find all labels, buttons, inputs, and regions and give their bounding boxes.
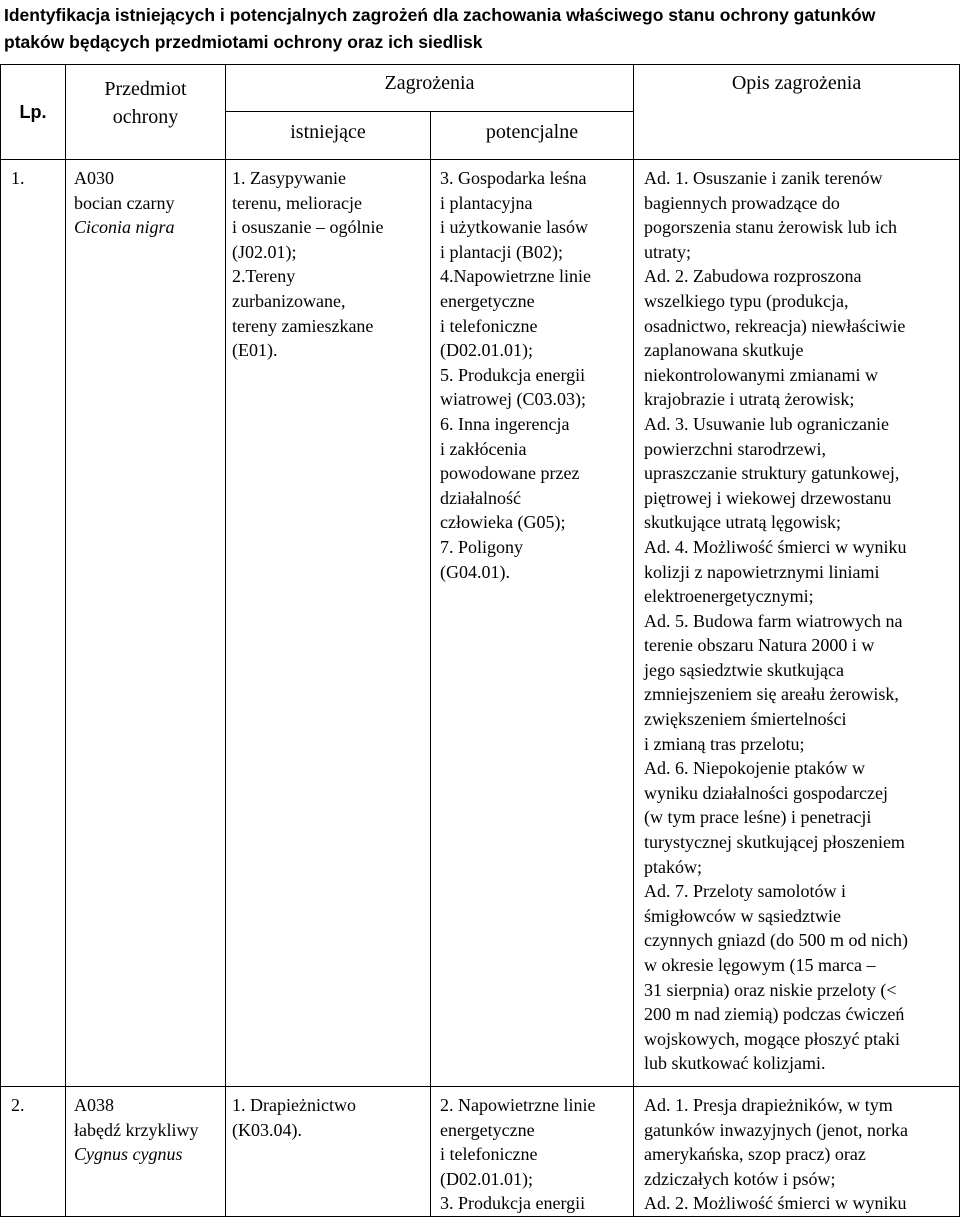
document-title-line-2: ptaków będących przedmiotami ochrony oraz ich siedlisk <box>4 32 483 52</box>
row-threat-description: Ad. 1. Presja drapieżników, w tym gatunków inwazyjnych (jenot, norka amerykańska, szop pracz) oraz zdziczałych kotów i psów; Ad. 2. Możliwość śmierci w wyniku <box>634 1087 960 1217</box>
document-title-line-1: Identyfikacja istniejących i potencjalnych zagrożeń dla zachowania właściwego stanu ochrony gatunków <box>4 5 876 25</box>
header-lp: Lp. <box>1 65 66 160</box>
row-potential-threats: 3. Gospodarka leśna i plantacyjna i użytkowanie lasów i plantacji (B02); 4.Napowietrzne linie energetyczne i telefoniczne (D02.01.01); 5. Produkcja energii wiatrowej (C03.03); 6. Inna ingerencja i zakłócenia powodowane przez działalność człowieka (G05); 7. Poligony (G04.01). <box>431 160 634 1087</box>
table-row <box>1 1087 960 1217</box>
row-existing-threats: 1. Drapieżnictwo (K03.04). <box>226 1087 431 1217</box>
header-existing: istniejące <box>226 112 431 160</box>
header-subject: Przedmiot ochrony <box>66 65 226 160</box>
species-code: A030 <box>74 168 114 188</box>
header-description: Opis zagrożenia <box>634 65 960 160</box>
header-threats: Zagrożenia <box>226 65 634 112</box>
species-common-name: łabędź krzykliwy <box>74 1119 199 1140</box>
species-common-name: bocian czarny <box>74 192 175 213</box>
row-subject <box>66 160 226 1087</box>
header-potential: potencjalne <box>431 112 634 160</box>
document-title <box>4 2 956 56</box>
row-threat-description: Ad. 1. Osuszanie i zanik terenów bagiennych prowadzące do pogorszenia stanu żerowisk lub ich utraty; Ad. 2. Zabudowa rozproszona wszelkiego typu (produkcja, osadnictwo, rekreacja) niewłaściwie zaplanowana skutkuje niekontrolowanymi zmianami w krajobrazie i utratą żerowisk; Ad. 3. Usuwanie lub ograniczanie powierzchni starodrzewi, upraszczanie struktury gatunkowej, piętrowej i wiekowej drzewostanu skutkujące utratą lęgowisk; Ad. 4. Możliwość śmierci w wyniku kolizji z napowietrznymi liniami elektroenergetycznymi; Ad. 5. Budowa farm wiatrowych na terenie obszaru Natura 2000 i w jego sąsiedztwie skutkująca zmniejszeniem się areału żerowisk, zwiększeniem śmiertelności i zmianą tras przelotu; Ad. 6. Niepokojenie ptaków w wyniku działalności gospodarczej (w tym prace leśne) i penetracji turystycznej skutkującej płoszeniem ptaków; Ad. 7. Przeloty samolotów i śmigłowców w sąsiedztwie czynnych gniazd (do 500 m od nich) w okresie lęgowym (15 marca – 31 sierpnia) oraz niskie przeloty (< 200 m nad ziemią) podczas ćwiczeń wojskowych, mogące płoszyć ptaki lub skutkować kolizjami. <box>634 160 960 1087</box>
threats-table <box>0 64 960 1217</box>
table-row <box>1 160 960 1087</box>
species-code: A038 <box>74 1095 114 1115</box>
row-lp: 2. <box>1 1087 66 1217</box>
species-latin-name: Ciconia nigra <box>74 217 175 238</box>
row-existing-threats: 1. Zasypywanie terenu, melioracje i osuszanie – ogólnie (J02.01); 2.Tereny zurbanizowane, tereny zamieszkane (E01). <box>226 160 431 1087</box>
row-subject <box>66 1087 226 1217</box>
species-latin-name: Cygnus cygnus <box>74 1144 183 1165</box>
row-potential-threats: 2. Napowietrzne linie energetyczne i telefoniczne (D02.01.01); 3. Produkcja energii <box>431 1087 634 1217</box>
row-lp: 1. <box>1 160 66 1087</box>
